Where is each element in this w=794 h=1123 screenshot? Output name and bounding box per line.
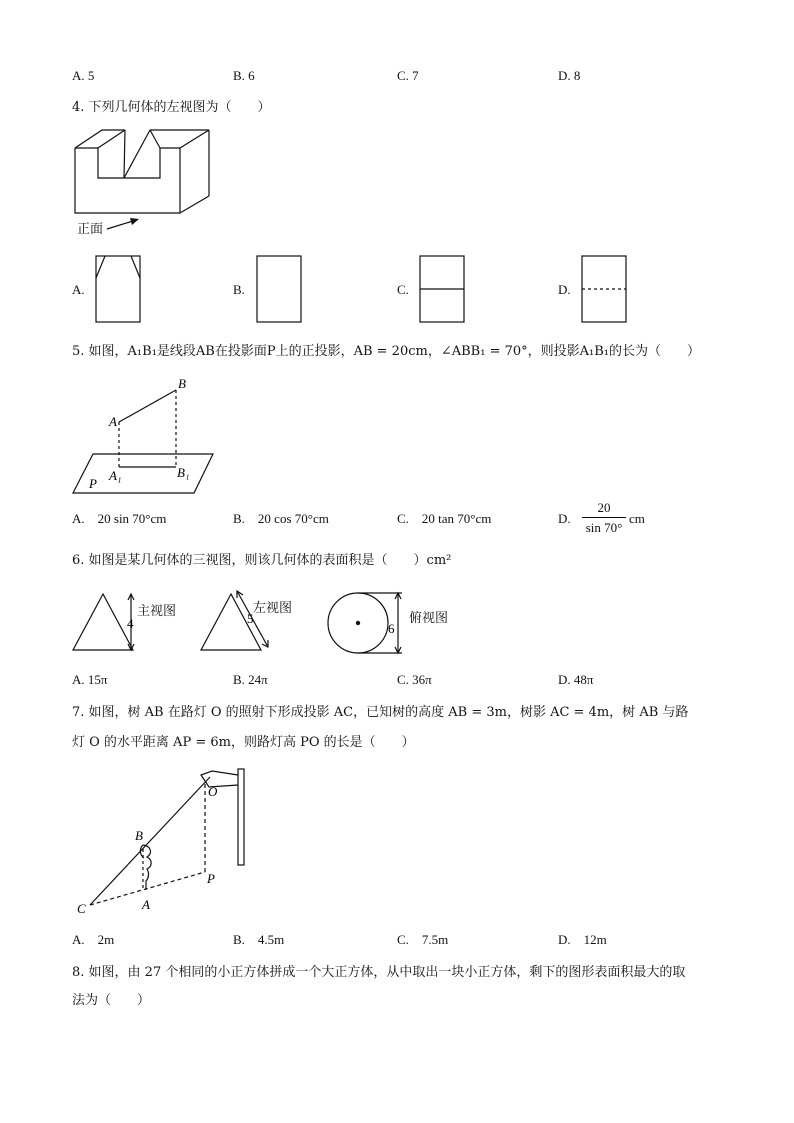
q5-label-p: P bbox=[89, 476, 97, 491]
q6-dim-left: 5 bbox=[247, 611, 254, 626]
q3-option-c: C. 7 bbox=[397, 68, 419, 83]
q7-option-d: D. 12m bbox=[558, 932, 607, 947]
q4-option-c-letter: C. bbox=[397, 282, 409, 297]
q4-option-d-letter: D. bbox=[558, 282, 571, 297]
q6-option-c: C. 36π bbox=[397, 672, 432, 687]
q5-label-a1: A₁ bbox=[109, 468, 122, 483]
q6-option-a: A. 15π bbox=[72, 672, 108, 687]
q8-stem-line2: 法为（ ） bbox=[72, 993, 151, 1008]
q7-label-b: B bbox=[135, 828, 143, 843]
q5-option-c: C. 20 tan 70°cm bbox=[397, 511, 492, 526]
q7-label-p: P bbox=[207, 871, 215, 886]
q7-stem-line2: 灯 O 的水平距离 AP = 6m，则路灯高 PO 的长是（ ） bbox=[72, 735, 415, 750]
q3-option-a: A. 5 bbox=[72, 68, 95, 83]
q7-label-c: C bbox=[77, 901, 86, 916]
q6-stem: 6. 如图是某几何体的三视图，则该几何体的表面积是（ ）cm² bbox=[72, 553, 452, 568]
q5-option-d-unit: cm bbox=[629, 511, 645, 526]
q6-front-view-label: 主视图 bbox=[137, 604, 177, 619]
q3-option-d: D. 8 bbox=[558, 68, 581, 83]
q7-label-o: O bbox=[208, 784, 218, 799]
q8-stem-line1: 8. 如图，由 27 个相同的小正方体拼成一个大正方体，从中取出一块小正方体，剩下的图形表面积最大的取 bbox=[72, 965, 686, 980]
q6-option-d: D. 48π bbox=[558, 672, 594, 687]
q5-option-b: B. 20 cos 70°cm bbox=[233, 511, 329, 526]
q5-option-d-denominator: sin 70° bbox=[585, 520, 623, 535]
q7-option-c: C. 7.5m bbox=[397, 932, 449, 947]
q6-option-b: B. 24π bbox=[233, 672, 268, 687]
q5-option-d-numerator: 20 bbox=[597, 500, 611, 515]
q7-stem-line1: 7. 如图，树 AB 在路灯 O 的照射下形成投影 AC，已知树的高度 AB = 3m，树影 AC = 4m，树 AB 与路 bbox=[72, 705, 689, 720]
q5-label-b: B bbox=[178, 376, 186, 391]
q3-option-b: B. 6 bbox=[233, 68, 255, 83]
q7-label-a: A bbox=[142, 897, 150, 912]
q6-dim-top: 6 bbox=[388, 621, 395, 636]
q5-option-d-prefix: D. bbox=[558, 511, 571, 526]
q5-option-a: A. 20 sin 70°cm bbox=[72, 511, 167, 526]
q6-dim-front: 4 bbox=[127, 616, 134, 631]
q5-label-b1: B₁ bbox=[177, 465, 190, 480]
q4-option-b-letter: B. bbox=[233, 282, 245, 297]
q4-option-a-letter: A. bbox=[72, 282, 85, 297]
q7-option-a: A. 2m bbox=[72, 932, 115, 947]
q6-top-view-label: 俯视图 bbox=[409, 611, 449, 626]
q6-left-view-label: 左视图 bbox=[253, 601, 293, 616]
q4-stem: 4. 下列几何体的左视图为（ ） bbox=[72, 100, 271, 115]
q7-option-b: B. 4.5m bbox=[233, 932, 285, 947]
q4-front-label: 正面 bbox=[77, 222, 104, 237]
q5-stem: 5. 如图，A₁B₁是线段AB在投影面P上的正投影，AB = 20cm，∠ABB₁ = 70°，则投影A₁B₁的长为（ ） bbox=[72, 344, 700, 359]
q5-label-a: A bbox=[109, 414, 117, 429]
